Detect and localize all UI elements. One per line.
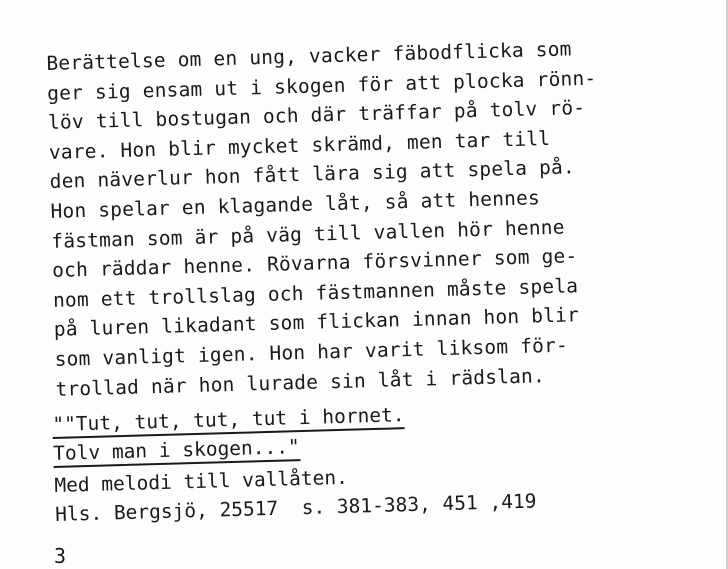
page-number: 3 bbox=[54, 544, 67, 568]
text-line: fästman som är på väg till vallen hör henne bbox=[51, 215, 565, 253]
song-quote bbox=[52, 397, 533, 468]
text-line: trollad när hon lurade sin låt i rädslan. bbox=[55, 363, 546, 401]
text-line: ger sig ensam ut i skogen för att plocka rönn- bbox=[46, 66, 597, 105]
archive-reference: Hls. Bergsjö, 25517 s. 381-383, 451 ,419 bbox=[54, 489, 537, 526]
text-line: vare. Hon blir mycket skrämd, men tar till bbox=[48, 126, 551, 164]
text-line: nom ett trollslag och fästmannen måste spela bbox=[52, 273, 579, 312]
text-line: den näverlur hon fått lära sig att spela på. bbox=[49, 155, 576, 194]
text-line: Hon spelar en klagande låt, så att hennes bbox=[50, 186, 541, 223]
melody-note: Med melodi till vallåten. bbox=[54, 465, 349, 497]
source-reference bbox=[54, 454, 655, 529]
underlined-quote-text: Tolv man i skogen..." bbox=[53, 435, 300, 468]
underlined-quote-text: ""Tut, tut, tut, tut i hornet. bbox=[52, 403, 405, 439]
text-line: och räddar henne. Rövarna försvinner som ge- bbox=[51, 244, 578, 283]
text-line: löv till bostugan och där träffar på tolv rö- bbox=[47, 96, 586, 135]
text-line: som vanligt igen. Hon har varit liksom för- bbox=[54, 333, 569, 371]
text-line: på luren likadant som flickan innan hon blir bbox=[53, 303, 580, 342]
text-line: Berättelse om en ung, vacker fäbodflicka som bbox=[46, 37, 572, 75]
story-summary bbox=[46, 31, 696, 404]
